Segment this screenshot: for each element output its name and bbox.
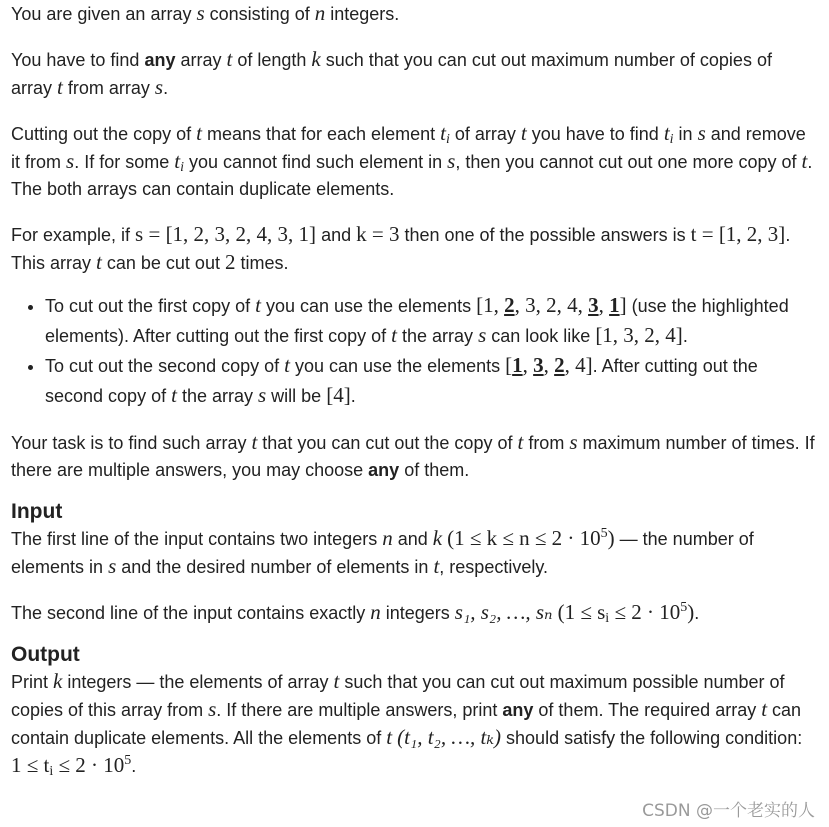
paragraph-intro: You are given an array s consisting of n integers. — [11, 1, 400, 25]
math-second-copy: [1, 3, 2, 4] — [505, 353, 593, 377]
watermark: CSDN @一个老实的人 — [642, 801, 815, 821]
math-s-example: s = [1, 2, 3, 2, 4, 3, 1] — [135, 222, 317, 246]
math-t-example: t = [1, 2, 3] — [690, 222, 786, 246]
paragraph-example: For example, if s = [1, 2, 3, 2, 4, 3, 1] and k = 3 then one of the possible answers is t = [1, 2, 3]. This array t can be cut out 2 times. — [11, 222, 791, 274]
input-heading: Input — [11, 500, 63, 523]
paragraph-task: You have to find any array t of length k such that you can cut out maximum number of copies of array t from array s. — [11, 47, 772, 99]
math-constraint-k: $(1 \le k \le n \le 2 \cdot 10^5)$ — [447, 526, 615, 550]
math-constraint-s: $(1 \le s_i \le 2 \cdot 10^5)$ — [557, 600, 695, 626]
paragraph-cutting: Cutting out the copy of t means that for each element $t_i$ of array t you have to find $t_i$ in s and remove it from s. If for some $t_i$ you cannot find such element in s, then you cannot cut out one more copy of t. The both arrays can contain duplicate elements. — [11, 121, 813, 199]
math-constraint-t: $1 \le t_i \le 2 \cdot 10^5$ — [11, 753, 132, 779]
math-k-example: k = 3 — [356, 222, 400, 246]
input-line-2: The second line of the input contains exactly n integers s₁, s₂, …, sₙ $(1 \le s_i \le 2 \cdot 10^5)$. — [11, 600, 700, 626]
list-item: • To cut out the first copy of t you can use the elements [1, 2, 3, 2, 4, 3, 1] (use the highlighted elements). After cutting out the first copy of t the array s can look like [1, 3, 2, 4]. — [45, 291, 816, 351]
problem-statement — [11, 0, 816, 780]
example-steps-list — [11, 291, 816, 411]
output-text: Print k integers — the elements of array t such that you can cut out maximum possible number of copies of this array from s. If there are multiple answers, print any of them. The required array t can contain duplicate elements. All the elements of t (t₁, t₂, …, tₖ) should satisfy the following condition: $1 \le t_i \le 2 \cdot 10^5$. — [11, 669, 803, 779]
input-line-1: The first line of the input contains two integers n and k $(1 \le k \le n \le 2 \cdot 10^5)$ — the number of elements in s and the desired number of elements in t, respectively. — [11, 526, 754, 578]
output-heading: Output — [11, 643, 80, 666]
paragraph-goal: Your task is to find such array t that you can cut out the copy of t from s maximum number of times. If there are multiple answers, you may choose any of them. — [11, 430, 815, 480]
list-item: • To cut out the second copy of t you can use the elements [1, 3, 2, 4]. After cutting out the second copy of t the array s will be [4]. — [45, 351, 816, 411]
math-first-copy: [1, 2, 3, 2, 4, 3, 1] — [476, 293, 627, 317]
